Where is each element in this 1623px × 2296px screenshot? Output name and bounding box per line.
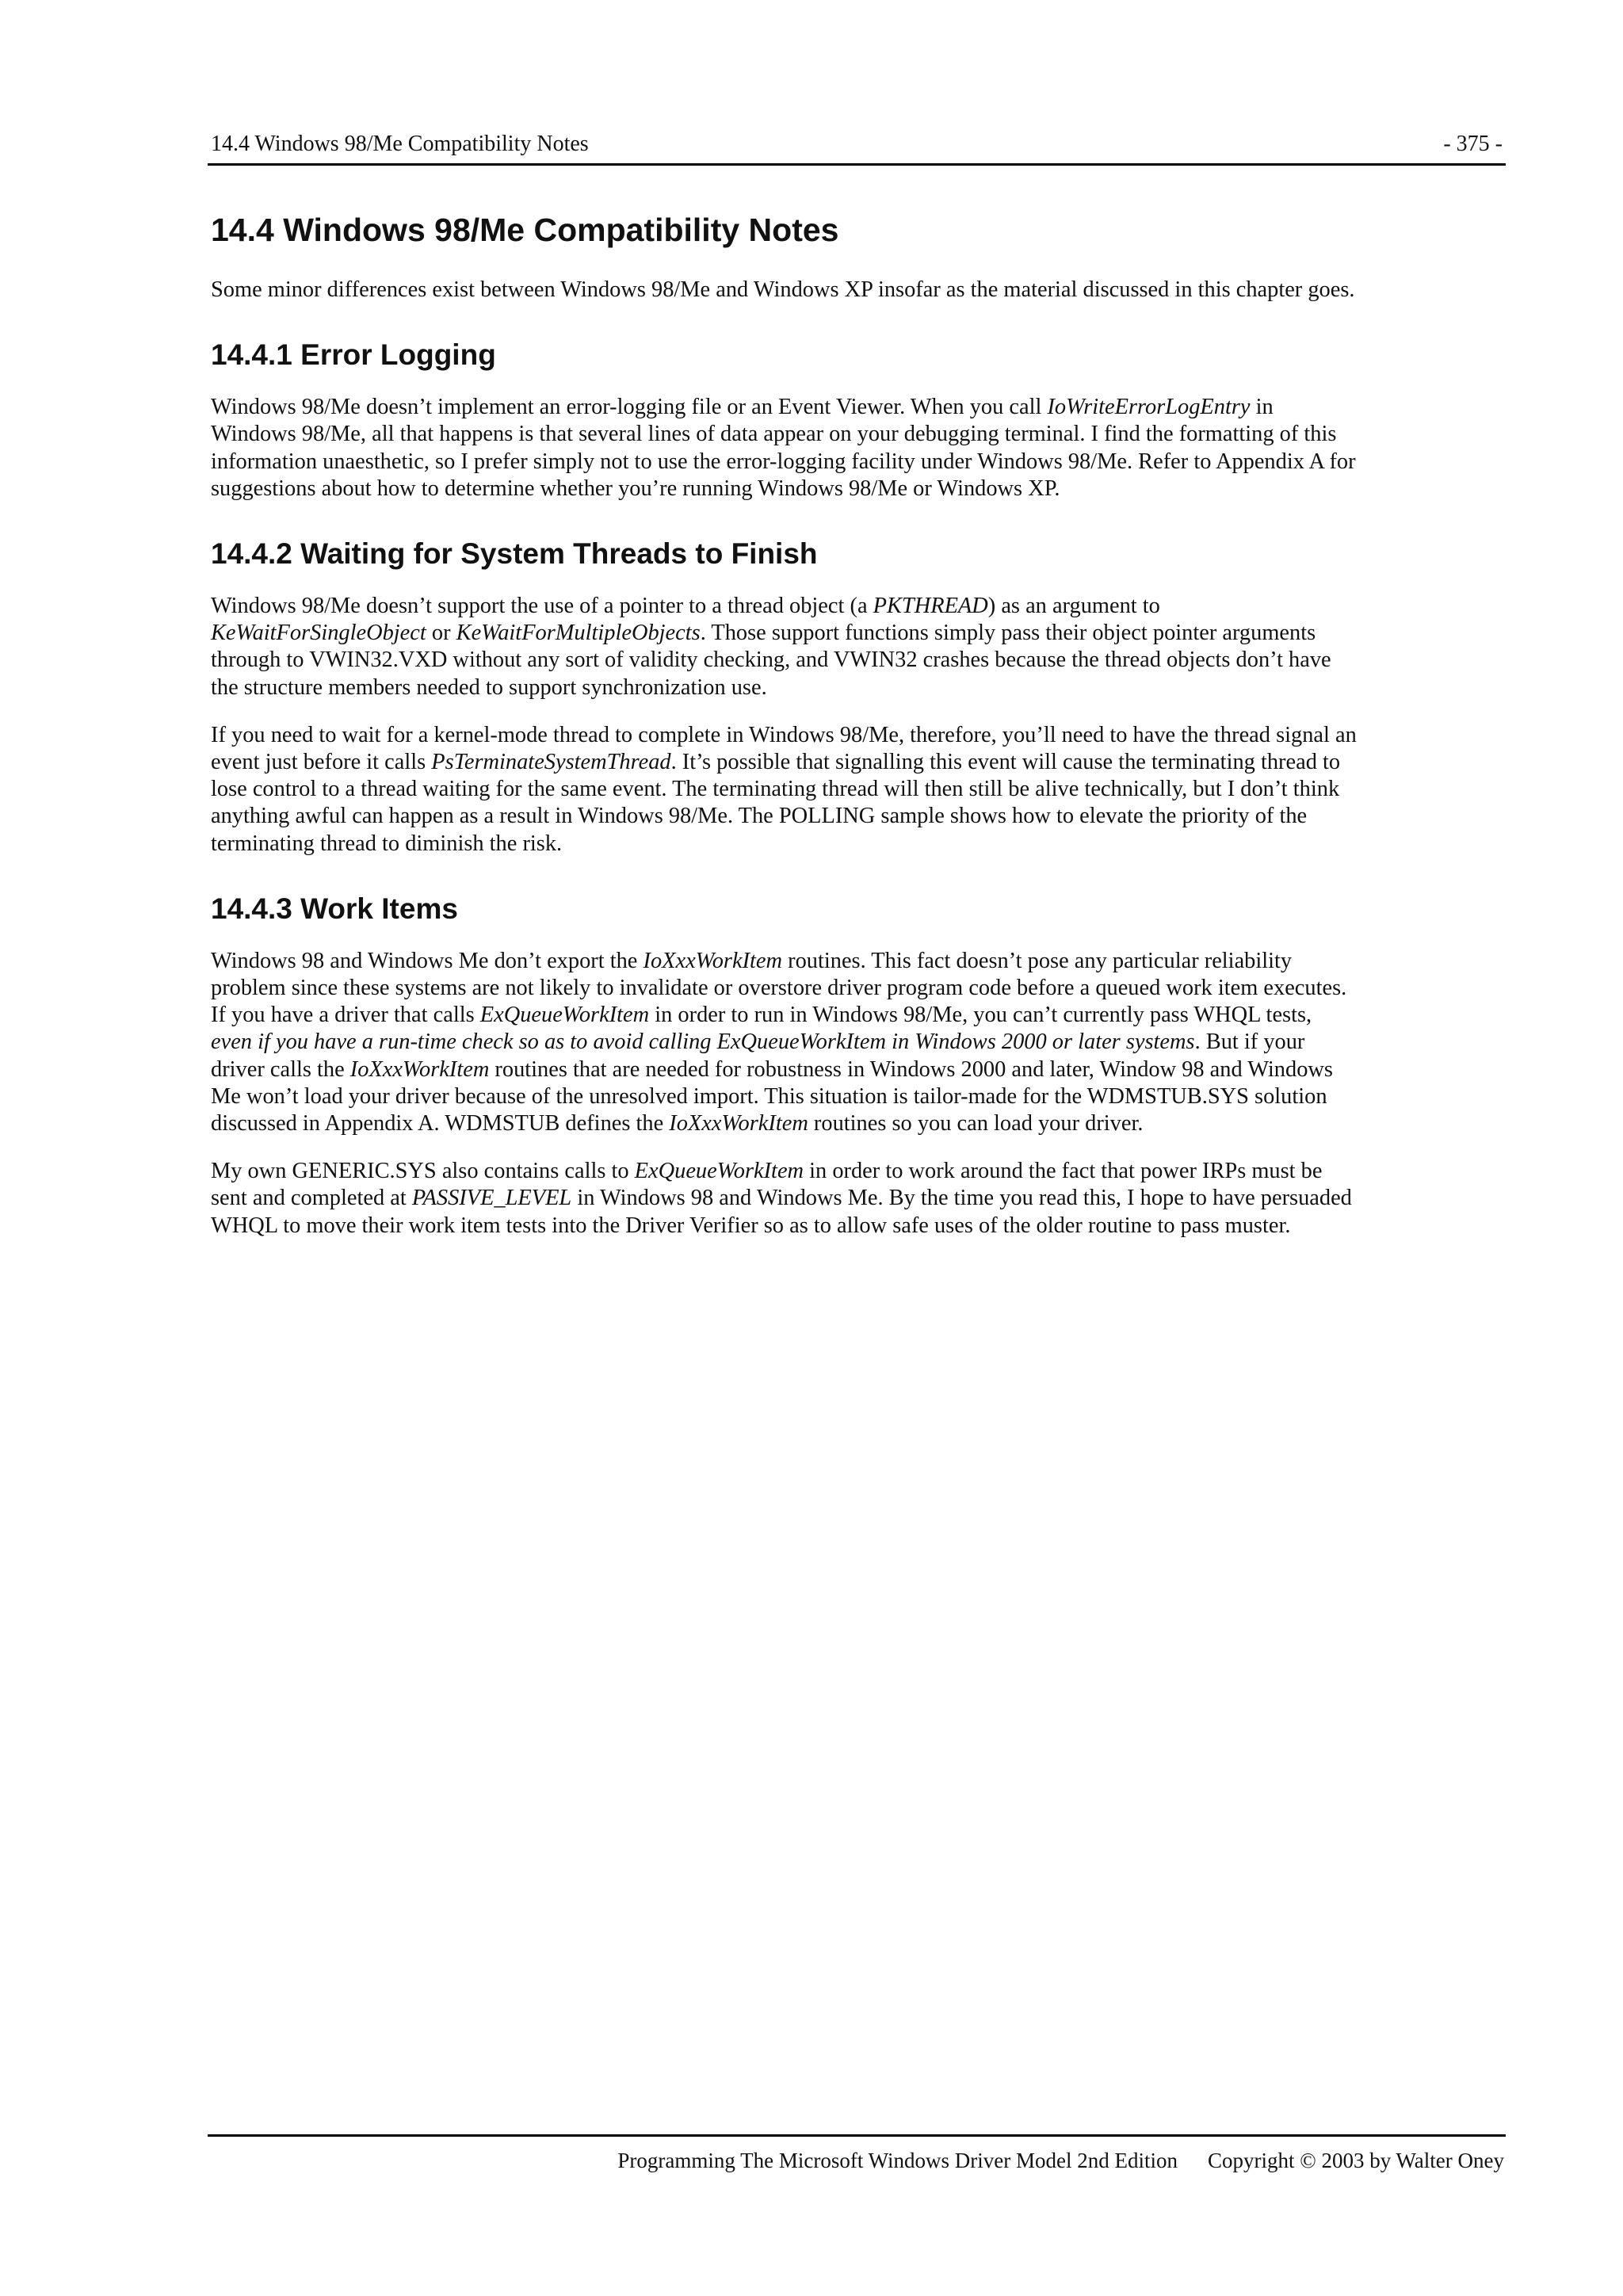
text-run: in Windows 98 and Windows Me. By the time you read this, I hope to have persuaded xyxy=(571,1186,1352,1211)
subsection-title-error-logging: 14.4.1 Error Logging xyxy=(211,338,496,372)
text-run: in order to work around the fact that power IRPs must be xyxy=(804,1159,1323,1184)
text-run: Windows 98/Me doesn’t implement an error-logging file or an Event Viewer. When you call xyxy=(211,395,1048,420)
work-items-paragraph-2 xyxy=(211,1158,1479,1240)
function-name: ExQueueWorkItem xyxy=(634,1159,804,1184)
text-run: . But if your xyxy=(1194,1030,1305,1055)
text-run: . It’s possible that signalling this event will cause the terminating thread to xyxy=(670,750,1341,775)
type-name: PKTHREAD xyxy=(873,594,988,619)
text-run: in order to run in Windows 98/Me, you can’t currently pass WHQL tests, xyxy=(649,1003,1312,1028)
section-intro xyxy=(211,277,1479,304)
text-line: If you need to wait for a kernel-mode thread to complete in Windows 98/Me, therefore, you’ll need to have the thread signal an xyxy=(211,722,1357,747)
text-line xyxy=(211,1029,1479,1056)
text-line xyxy=(211,1056,1479,1083)
text-run: routines. This fact doesn’t pose any particular reliability xyxy=(782,948,1293,973)
text-line: terminating thread to diminish the risk. xyxy=(211,831,563,856)
footer-copyright: Copyright © 2003 by Walter Oney xyxy=(1207,2149,1504,2172)
text-line: through to VWIN32.VXD without any sort of validity checking, and VWIN32 crashes because the thread objects don’t have xyxy=(211,648,1331,673)
subsection-title-waiting: 14.4.2 Waiting for System Threads to Finish xyxy=(211,537,818,571)
work-items-paragraph-1 xyxy=(211,948,1479,1137)
text-line xyxy=(211,1110,1479,1137)
text-run: My own GENERIC.SYS also contains calls to xyxy=(211,1159,635,1184)
text-run: routines so you can load your driver. xyxy=(808,1111,1144,1137)
page-body xyxy=(211,208,1479,1260)
running-title: 14.4 Windows 98/Me Compatibility Notes xyxy=(211,132,589,156)
emphasized-text: even if you have a run-time check so as to avoid calling ExQueueWorkItem in Windows 2000 or later systems xyxy=(211,1030,1195,1055)
function-name: IoXxxWorkItem xyxy=(643,948,783,973)
intro-line: Some minor differences exist between Windows 98/Me and Windows XP insofar as the material discussed in this chapter goes. xyxy=(211,277,1355,302)
function-name: PsTerminateSystemThread xyxy=(431,750,671,775)
text-line xyxy=(211,620,1479,647)
text-run: Windows 98 and Windows Me don’t export the xyxy=(211,948,643,973)
running-header xyxy=(208,128,1506,166)
text-run: or xyxy=(426,621,456,646)
text-line: Windows 98/Me, all that happens is that several lines of data appear on your debugging terminal. I find the formatting of this xyxy=(211,422,1337,447)
text-run: ) as an argument to xyxy=(987,594,1160,619)
text-run: Windows 98/Me doesn’t support the use of a pointer to a thread object (a xyxy=(211,594,873,619)
page-footer xyxy=(617,2145,1504,2176)
text-line: WHQL to move their work item tests into the Driver Verifier so as to allow safe uses of the older routine to pass muster. xyxy=(211,1213,1291,1238)
text-line: anything awful can happen as a result in Windows 98/Me. The POLLING sample shows how to elevate the priority of the xyxy=(211,804,1308,829)
text-run: sent and completed at xyxy=(211,1186,412,1211)
text-line: lose control to a thread waiting for the same event. The terminating thread will then still be alive technically, but I don’t think xyxy=(211,777,1340,802)
text-run: event just before it calls xyxy=(211,750,432,775)
constant-name: PASSIVE_LEVEL xyxy=(411,1186,572,1211)
text-line xyxy=(211,948,1479,975)
function-name: IoXxxWorkItem xyxy=(349,1056,490,1082)
text-run: routines that are needed for robustness in Windows 2000 and later, Window 98 and Windows xyxy=(489,1056,1333,1082)
function-name: IoWriteErrorLogEntry xyxy=(1047,395,1251,420)
text-line: information unaesthetic, so I prefer simply not to use the error-logging facility under Windows 98/Me. Refer to Appendix A for xyxy=(211,449,1356,474)
error-logging-paragraph xyxy=(211,394,1479,502)
text-run: driver calls the xyxy=(211,1056,350,1082)
text-run: . Those support functions simply pass their object pointer arguments xyxy=(700,621,1316,646)
text-line: Me won’t load your driver because of the unresolved import. This situation is tailor-made for the WDMSTUB.SYS solution xyxy=(211,1083,1327,1109)
text-line xyxy=(211,394,1479,421)
subsection-title-work-items: 14.4.3 Work Items xyxy=(211,892,458,925)
text-line: problem since these systems are not likely to invalidate or overstore driver program code before a queued work item executes. xyxy=(211,976,1347,1001)
text-line xyxy=(211,1158,1479,1185)
text-run: discussed in Appendix A. WDMSTUB defines the xyxy=(211,1111,670,1137)
function-name: ExQueueWorkItem xyxy=(479,1003,650,1028)
text-line: the structure members needed to support synchronization use. xyxy=(211,674,767,700)
function-name: IoXxxWorkItem xyxy=(669,1111,808,1137)
text-line xyxy=(211,749,1479,776)
function-name: KeWaitForMultipleObjects xyxy=(456,621,701,646)
page-number: - 375 - xyxy=(1443,132,1503,156)
section-title: 14.4 Windows 98/Me Compatibility Notes xyxy=(211,212,839,248)
function-name: KeWaitForSingleObject xyxy=(211,621,426,646)
waiting-paragraph-1 xyxy=(211,593,1479,701)
text-line: suggestions about how to determine whether you’re running Windows 98/Me or Windows XP. xyxy=(211,476,1060,501)
text-line xyxy=(211,593,1479,620)
text-run: in xyxy=(1250,395,1274,420)
text-line xyxy=(211,1185,1479,1212)
text-line xyxy=(211,1002,1479,1029)
footer-book-title: Programming The Microsoft Windows Driver Model 2nd Edition xyxy=(617,2149,1178,2172)
text-run: If you have a driver that calls xyxy=(211,1003,480,1028)
waiting-paragraph-2 xyxy=(211,722,1479,858)
footer-divider xyxy=(208,2134,1506,2137)
